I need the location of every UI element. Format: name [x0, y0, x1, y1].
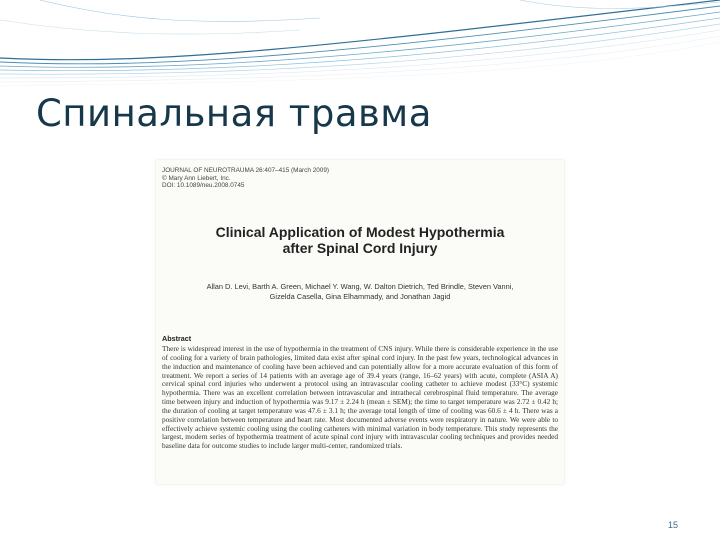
slide-number: 15	[668, 520, 679, 530]
abstract-heading: Abstract	[162, 334, 192, 343]
journal-line: © Mary Ann Liebert, Inc.	[162, 174, 231, 182]
article-title-line: after Spinal Cord Injury	[282, 240, 438, 256]
journal-line: JOURNAL OF NEUROTRAUMA 26:407–415 (March 2009)	[162, 167, 330, 174]
article-title-line: Clinical Application of Modest Hypothermia	[215, 224, 505, 240]
article-scan	[156, 160, 564, 484]
journal-header	[162, 167, 362, 190]
slide-title: Спинальная травма	[36, 92, 432, 135]
authors-line: Allan D. Levi, Barth A. Green, Michael Y. Wang, W. Dalton Dietrich, Ted Brindle, Steven Vanni,	[206, 282, 514, 291]
abstract-text: There is widespread interest in the use of hypothermia in the treatment of CNS injury. While there is considerable experience in the use of cooling for a variety of brain pathologies, limited data exist after spinal cord injury. In the past few years, technological advances in the induction and maintenance of cooling have been achieved and can potentially allow for a more accurate evaluation of this form of treatment. We report a series of 14 patients with an average age of 39.4 years (range, 16–62 years) with acute, complete (ASIA A) cervical spinal cord injuries who underwent a protocol using an intravascular cooling catheter to achieve modest (33°C) systemic hypothermia. There was an excellent correlation between intravascular and intrathecal cerebrospinal fluid temperature. The average time between injury and induction of hypothermia was 9.17 ± 2.24 h (mean ± SEM); the time to target temperature was 2.72 ± 0.42 h; the duration of cooling at target temperature was 47.6 ± 3.1 h; the average total length of time of cooling was 60.6 ± 4 h. There was a positive correlation between temperature and heart rate. Most documented adverse events were respiratory in nature. We were able to effectively achieve systemic cooling using the cooling catheters with minimal variation in body temperature. This study represents the largest, modern series of hypothermia treatment of acute spinal cord injury with intravascular cooling techniques and provides needed baseline data for outcome studies to include larger multi-center, randomized trials.	[162, 344, 558, 451]
article-authors	[156, 282, 564, 301]
article-title	[156, 224, 564, 256]
journal-line: DOI: 10.1089/neu.2008.0745	[162, 182, 245, 190]
authors-line: Gizelda Casella, Gina Elhammady, and Jonathan Jagid	[269, 291, 451, 301]
